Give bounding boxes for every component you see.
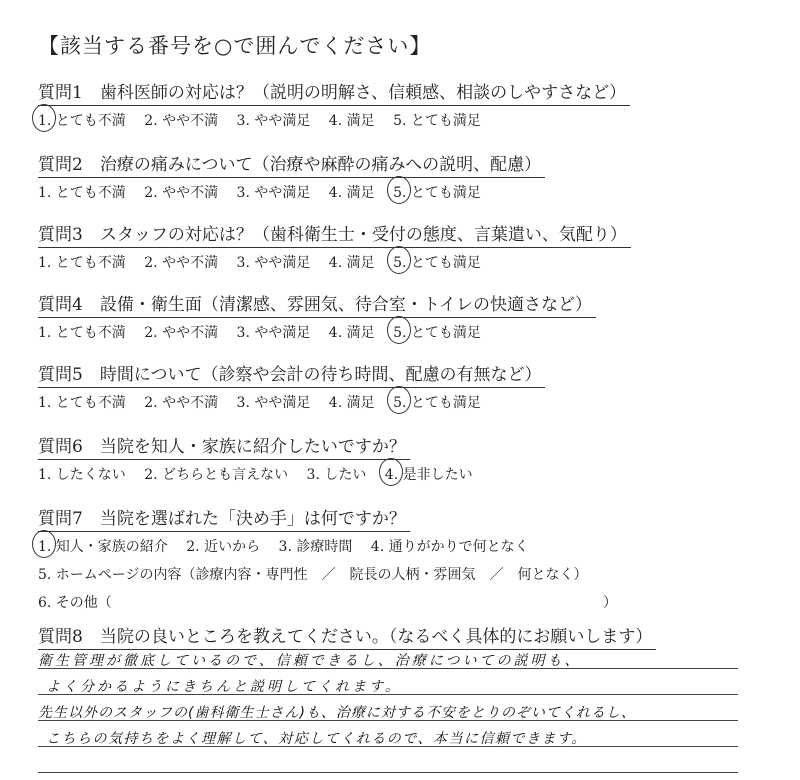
option-6-close: ）: [603, 595, 617, 611]
option-3[interactable]: 3. やや満足: [236, 255, 311, 271]
options-row: [38, 110, 738, 130]
question-4: [38, 290, 738, 342]
question-label: 質問8 当院の良いところを教えてください。（なるべく具体的にお願いします）: [38, 622, 652, 648]
option-1[interactable]: 1. とても不満: [38, 255, 126, 271]
option-4[interactable]: 4. 是非したい: [385, 464, 473, 484]
option-1[interactable]: 1. したくない: [38, 467, 126, 483]
option-2[interactable]: 2. やや不満: [144, 113, 219, 129]
option-4[interactable]: 4. 満足: [328, 325, 375, 341]
option-5[interactable]: 5. とても満足: [393, 252, 481, 272]
option-3[interactable]: 3. やや満足: [236, 325, 311, 341]
option-2[interactable]: 2. やや不満: [144, 185, 219, 201]
question-label: 質問2 治療の痛みについて（治療や麻酔の痛みへの説明、配慮）: [38, 150, 541, 176]
question-3: [38, 220, 738, 272]
question-label: 質問1 歯科医師の対応は？（説明の明解さ、信頼感、相談のしやすさなど）: [38, 78, 626, 104]
options-row-3: [38, 592, 738, 612]
option-4[interactable]: 4. 満足: [328, 113, 375, 129]
options-row: [38, 392, 738, 412]
option-4[interactable]: 4. 満足: [328, 185, 375, 201]
option-1[interactable]: 1. とても不満: [38, 395, 126, 411]
option-1[interactable]: 1. とても不満: [38, 185, 126, 201]
option-2[interactable]: 2. やや不満: [144, 325, 219, 341]
handwritten-answer-line-2: よく分かるようにきちんと説明してくれます。: [46, 679, 402, 695]
handwritten-answer-line-1: 衛生管理が徹底しているので、信頼できるし、治療についての説明も、: [38, 653, 582, 669]
question-label: 質問6 当院を知人・家族に紹介したいですか？: [38, 432, 406, 458]
option-5[interactable]: 5. ホームページの内容（診療内容・専門性 ／ 院長の人柄・雰囲気 ／ 何となく）: [38, 567, 588, 583]
option-1[interactable]: 1. とても不満: [38, 110, 126, 130]
question-1: [38, 78, 738, 130]
option-5[interactable]: 5. とても満足: [393, 182, 481, 202]
option-1[interactable]: 1. とても不満: [38, 325, 126, 341]
option-5[interactable]: 5. とても満足: [393, 392, 481, 412]
options-row: [38, 322, 738, 342]
option-4[interactable]: 4. 満足: [328, 255, 375, 271]
page-title: 【該当する番号を○で囲んでください】: [38, 34, 432, 58]
question-label: 質問4 設備・衛生面（清潔感、雰囲気、待合室・トイレの快適さなど）: [38, 290, 592, 316]
question-7: [38, 504, 738, 612]
option-3[interactable]: 3. 診療時間: [278, 539, 353, 555]
options-row: [38, 252, 738, 272]
question-8: [38, 622, 738, 648]
option-2[interactable]: 2. やや不満: [144, 395, 219, 411]
option-3[interactable]: 3. やや満足: [236, 185, 311, 201]
question-label: 質問3 スタッフの対応は？（歯科衛生士・受付の態度、言葉遣い、気配り）: [38, 220, 627, 246]
handwritten-answer-line-4: こちらの気持ちをよく理解して、対応してくれるので、本当に信頼できます。: [46, 731, 587, 747]
question-2: [38, 150, 738, 202]
options-row-2: [38, 564, 738, 584]
option-3[interactable]: 3. やや満足: [236, 395, 311, 411]
options-row: [38, 464, 738, 484]
option-1[interactable]: 1. 知人・家族の紹介: [38, 536, 168, 556]
option-2[interactable]: 2. 近いから: [186, 539, 261, 555]
question-5: [38, 360, 738, 412]
option-3[interactable]: 3. やや満足: [236, 113, 311, 129]
options-row: [38, 536, 738, 556]
question-6: [38, 432, 738, 484]
option-6[interactable]: 6. その他（: [38, 595, 112, 611]
option-2[interactable]: 2. どちらとも言えない: [144, 467, 289, 483]
option-4[interactable]: 4. 通りがかりで何となく: [370, 539, 529, 555]
handwritten-answer-line-3: 先生以外のスタッフの(歯科衛生士さん)も、治療に対する不安をとりのぞいてくれるし、: [38, 705, 636, 721]
answer-line: [38, 772, 738, 773]
option-5[interactable]: 5. とても満足: [393, 113, 481, 129]
options-row: [38, 182, 738, 202]
option-4[interactable]: 4. 満足: [328, 395, 375, 411]
question-label: 質問7 当院を選ばれた「決め手」は何ですか？: [38, 504, 406, 530]
option-3[interactable]: 3. したい: [306, 467, 367, 483]
question-label: 質問5 時間について（診察や会計の待ち時間、配慮の有無など）: [38, 360, 541, 386]
option-5[interactable]: 5. とても満足: [393, 322, 481, 342]
option-2[interactable]: 2. やや不満: [144, 255, 219, 271]
